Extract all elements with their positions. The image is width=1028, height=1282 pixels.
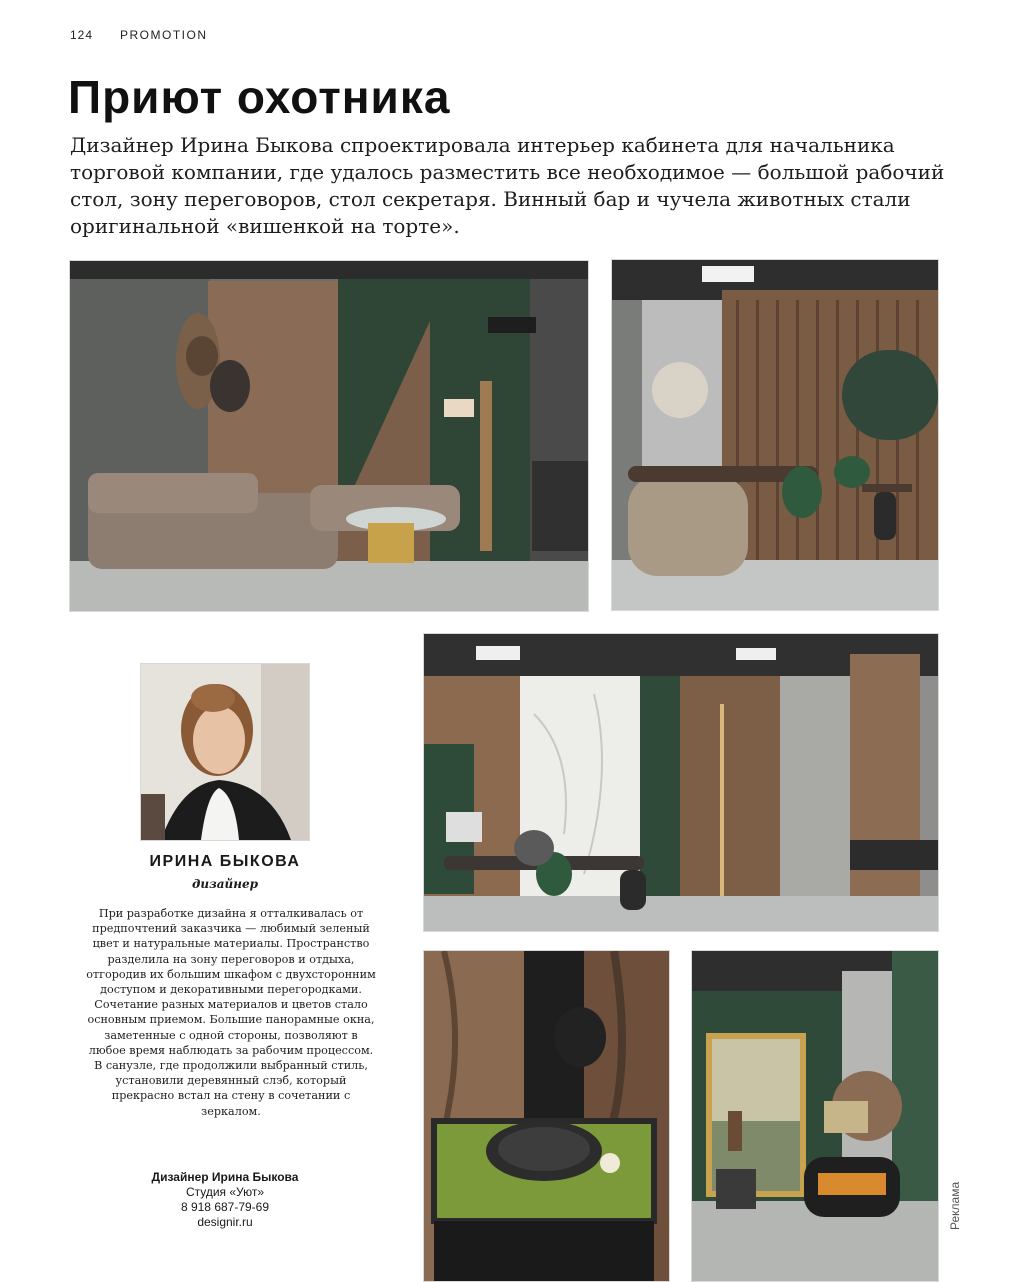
photo-bathroom-sink [423, 950, 670, 1282]
designer-name: ИРИНА БЫКОВА [149, 853, 301, 870]
photo-executive-office [423, 633, 939, 932]
phone-number: 8 918 687-79-69 [180, 1200, 270, 1214]
studio-name: Студия «Уют» [185, 1185, 265, 1199]
article-lead: Дизайнер Ирина Быкова спроектировала интерьер кабинета для начальника торговой компании, где удалось разместить все необходимое — большой рабочий стол, зону переговоров, стол секретаря. Винный бар и чучела животных стали оригинальной «вишенкой на торте». [70, 133, 945, 238]
photo-reception-desk [611, 259, 939, 611]
designer-quote: При разработке дизайна я отталкивалась от предпочтений заказчика — любимый зеленый цвет и натуральные материалы. Пространство разделила на зону переговоров и отдыха, отгородив их большим шкафом с двухсторонним доступом и декоративными перегородками. Сочетание разных материалов и цветов стало основным приемом. Большие панорамные окна, заметенные с одной стороны, позволяют в любое время наблюдать за рабочим процессом. В санузле, где продолжили выбранный стиль, установили деревянный слэб, который прекрасно встал на стену в сочетании с зеркалом. [86, 907, 376, 1118]
section-label: PROMOTION [120, 28, 208, 42]
website-link[interactable]: designir.ru [197, 1215, 253, 1229]
ad-label [934, 1172, 974, 1232]
designer-credits [110, 1170, 340, 1230]
ad-label-text: Реклама [948, 1181, 962, 1230]
article-title: Приют охотника [68, 71, 451, 123]
designer-role: дизайнер [192, 877, 258, 891]
photo-bar-corner [691, 950, 939, 1282]
photo-lounge-area [69, 260, 589, 612]
designer-portrait [140, 663, 310, 841]
credit-name: Дизайнер Ирина Быкова [151, 1170, 299, 1184]
page-number: 124 [70, 28, 94, 42]
